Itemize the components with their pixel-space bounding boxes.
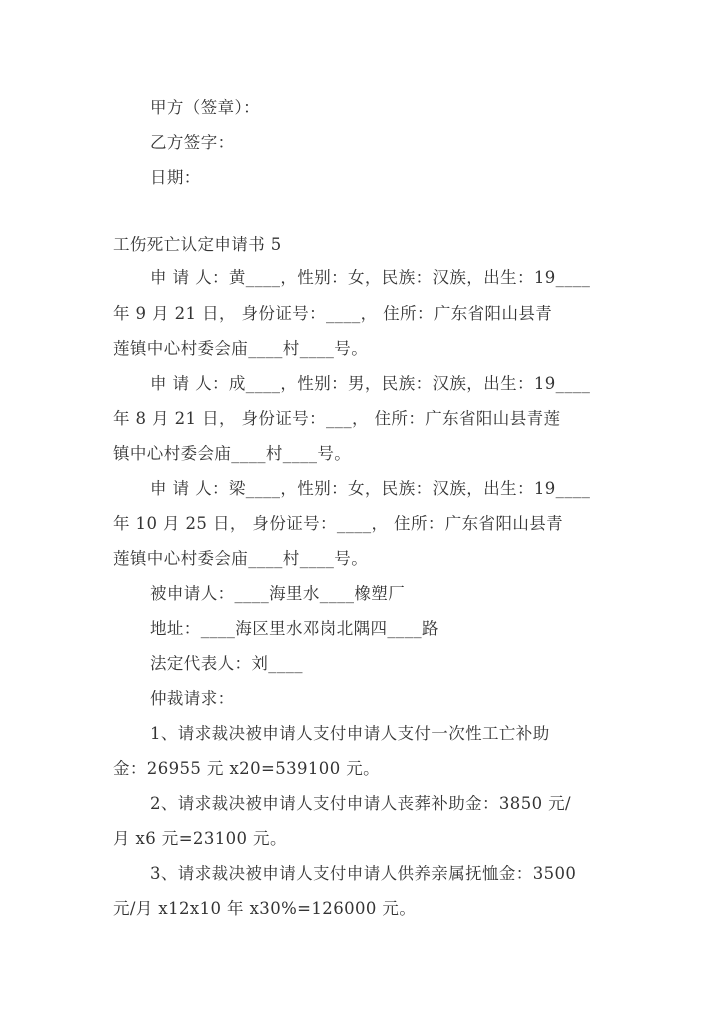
party-a-signature: 甲方（签章）： bbox=[150, 98, 261, 117]
claim-2-line-2: 月 x6 元=23100 元。 bbox=[113, 829, 287, 848]
document-title: 工伤死亡认定申请书 5 bbox=[113, 235, 282, 254]
applicant-3-line-2: 年 10 月 25 日， 身份证号：____， 住所：广东省阳山县青 bbox=[113, 514, 564, 533]
claim-3-line-1: 3、请求裁决被申请人支付申请人供养亲属抚恤金：3500 bbox=[150, 864, 577, 883]
claim-2-line-1: 2、请求裁决被申请人支付申请人丧葬补助金：3850 元/ bbox=[150, 794, 571, 813]
applicant-2-line-1: 申 请 人：成____，性别：男，民族：汉族，出生：19____ bbox=[150, 374, 591, 393]
applicant-1-line-1: 申 请 人：黄____，性别：女，民族：汉族，出生：19____ bbox=[150, 268, 591, 287]
respondent: 被申请人：____海里水____橡塑厂 bbox=[150, 584, 406, 603]
applicant-3-line-3: 莲镇中心村委会庙____村____号。 bbox=[113, 549, 369, 568]
claim-3-line-2: 元/月 x12x10 年 x30%=126000 元。 bbox=[113, 899, 417, 918]
claim-1-line-1: 1、请求裁决被申请人支付申请人支付一次性工亡补助 bbox=[150, 724, 550, 743]
signature-date: 日期： bbox=[150, 168, 201, 187]
applicant-3-line-1: 申 请 人：梁____，性别：女，民族：汉族，出生：19____ bbox=[150, 479, 591, 498]
applicant-2-line-2: 年 8 月 21 日， 身份证号：___， 住所：广东省阳山县青莲 bbox=[113, 409, 561, 428]
applicant-1-line-3: 莲镇中心村委会庙____村____号。 bbox=[113, 339, 369, 358]
applicant-2-line-3: 镇中心村委会庙____村____号。 bbox=[113, 444, 352, 463]
claim-1-line-2: 金：26955 元 x20=539100 元。 bbox=[113, 759, 381, 778]
applicant-1-line-2: 年 9 月 21 日， 身份证号：____， 住所：广东省阳山县青 bbox=[113, 304, 553, 323]
legal-representative: 法定代表人：刘____ bbox=[150, 654, 303, 673]
claims-heading: 仲裁请求： bbox=[150, 689, 235, 708]
respondent-address: 地址：____海区里水邓岗北隅四____路 bbox=[150, 619, 439, 638]
party-b-signature: 乙方签字： bbox=[150, 133, 235, 152]
